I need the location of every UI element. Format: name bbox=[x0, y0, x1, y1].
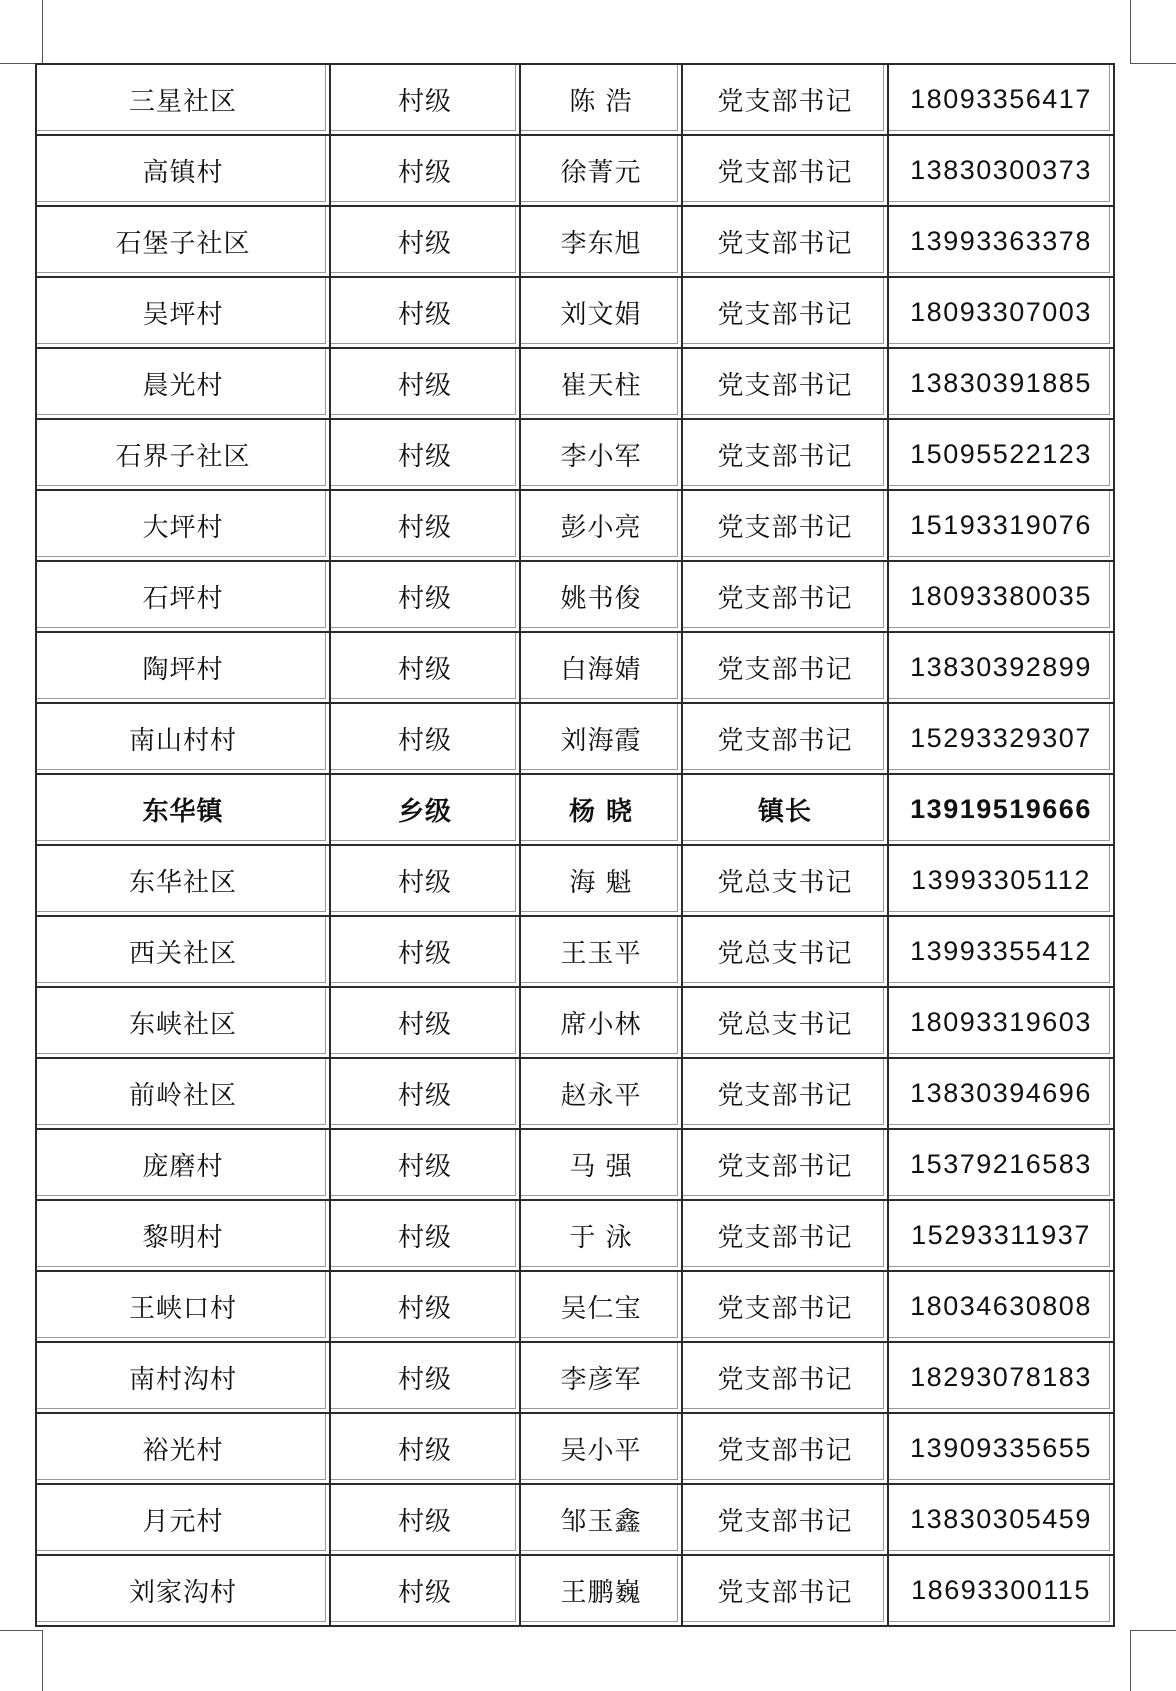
position-cell: 党支部书记 bbox=[683, 1485, 889, 1556]
position-cell: 党总支书记 bbox=[683, 988, 889, 1059]
person-name-cell: 刘文娟 bbox=[521, 278, 683, 349]
person-name-cell: 陈 浩 bbox=[521, 65, 683, 136]
person-name-cell: 马 强 bbox=[521, 1130, 683, 1201]
phone-cell: 18093307003 bbox=[889, 278, 1115, 349]
table-row bbox=[37, 633, 1115, 704]
position-cell: 镇长 bbox=[683, 775, 889, 846]
unit-cell: 石坪村 bbox=[37, 562, 331, 633]
level-cell: 村级 bbox=[331, 349, 521, 420]
table-row bbox=[37, 1556, 1115, 1627]
unit-cell: 刘家沟村 bbox=[37, 1556, 331, 1627]
phone-cell: 18093356417 bbox=[889, 65, 1115, 136]
unit-cell: 黎明村 bbox=[37, 1201, 331, 1272]
position-cell: 党支部书记 bbox=[683, 562, 889, 633]
phone-cell: 13909335655 bbox=[889, 1414, 1115, 1485]
unit-cell: 月元村 bbox=[37, 1485, 331, 1556]
unit-cell: 东峡社区 bbox=[37, 988, 331, 1059]
phone-cell: 13830305459 bbox=[889, 1485, 1115, 1556]
unit-cell: 东华镇 bbox=[37, 775, 331, 846]
person-name-cell: 于 泳 bbox=[521, 1201, 683, 1272]
unit-cell: 石堡子社区 bbox=[37, 207, 331, 278]
level-cell: 村级 bbox=[331, 917, 521, 988]
phone-cell: 18034630808 bbox=[889, 1272, 1115, 1343]
unit-cell: 三星社区 bbox=[37, 65, 331, 136]
table-row bbox=[37, 207, 1115, 278]
level-cell: 村级 bbox=[331, 704, 521, 775]
table-row bbox=[37, 1343, 1115, 1414]
unit-cell: 陶坪村 bbox=[37, 633, 331, 704]
phone-cell: 15379216583 bbox=[889, 1130, 1115, 1201]
position-cell: 党支部书记 bbox=[683, 633, 889, 704]
crop-mark-bottom-right bbox=[1130, 1630, 1176, 1691]
unit-cell: 吴坪村 bbox=[37, 278, 331, 349]
person-name-cell: 王鹏巍 bbox=[521, 1556, 683, 1627]
level-cell: 村级 bbox=[331, 1201, 521, 1272]
position-cell: 党支部书记 bbox=[683, 704, 889, 775]
position-cell: 党支部书记 bbox=[683, 278, 889, 349]
table-row bbox=[37, 1130, 1115, 1201]
position-cell: 党支部书记 bbox=[683, 1556, 889, 1627]
table-row bbox=[37, 917, 1115, 988]
level-cell: 村级 bbox=[331, 65, 521, 136]
person-name-cell: 吴小平 bbox=[521, 1414, 683, 1485]
unit-cell: 西关社区 bbox=[37, 917, 331, 988]
level-cell: 村级 bbox=[331, 1130, 521, 1201]
crop-mark-top-left bbox=[0, 0, 43, 64]
level-cell: 村级 bbox=[331, 1485, 521, 1556]
level-cell: 村级 bbox=[331, 562, 521, 633]
position-cell: 党支部书记 bbox=[683, 349, 889, 420]
phone-cell: 18693300115 bbox=[889, 1556, 1115, 1627]
unit-cell: 南山村村 bbox=[37, 704, 331, 775]
person-name-cell: 海 魁 bbox=[521, 846, 683, 917]
person-name-cell: 彭小亮 bbox=[521, 491, 683, 562]
phone-cell: 18093319603 bbox=[889, 988, 1115, 1059]
phone-cell: 15293311937 bbox=[889, 1201, 1115, 1272]
position-cell: 党支部书记 bbox=[683, 491, 889, 562]
position-cell: 党支部书记 bbox=[683, 1201, 889, 1272]
unit-cell: 东华社区 bbox=[37, 846, 331, 917]
level-cell: 村级 bbox=[331, 136, 521, 207]
crop-mark-top-right bbox=[1130, 0, 1176, 64]
phone-cell: 18293078183 bbox=[889, 1343, 1115, 1414]
person-name-cell: 白海婧 bbox=[521, 633, 683, 704]
phone-cell: 13830392899 bbox=[889, 633, 1115, 704]
position-cell: 党支部书记 bbox=[683, 65, 889, 136]
position-cell: 党支部书记 bbox=[683, 207, 889, 278]
person-name-cell: 杨 晓 bbox=[521, 775, 683, 846]
position-cell: 党支部书记 bbox=[683, 1059, 889, 1130]
person-name-cell: 王玉平 bbox=[521, 917, 683, 988]
phone-cell: 13919519666 bbox=[889, 775, 1115, 846]
unit-cell: 前岭社区 bbox=[37, 1059, 331, 1130]
level-cell: 村级 bbox=[331, 1059, 521, 1130]
position-cell: 党支部书记 bbox=[683, 1343, 889, 1414]
unit-cell: 晨光村 bbox=[37, 349, 331, 420]
level-cell: 村级 bbox=[331, 207, 521, 278]
level-cell: 村级 bbox=[331, 1343, 521, 1414]
phone-cell: 18093380035 bbox=[889, 562, 1115, 633]
table-row bbox=[37, 988, 1115, 1059]
table-row bbox=[37, 1201, 1115, 1272]
unit-cell: 庞磨村 bbox=[37, 1130, 331, 1201]
table-row bbox=[37, 1059, 1115, 1130]
position-cell: 党支部书记 bbox=[683, 1272, 889, 1343]
unit-cell: 南村沟村 bbox=[37, 1343, 331, 1414]
phone-cell: 13830394696 bbox=[889, 1059, 1115, 1130]
level-cell: 村级 bbox=[331, 491, 521, 562]
phone-cell: 13993363378 bbox=[889, 207, 1115, 278]
contact-table-body bbox=[37, 65, 1115, 1627]
position-cell: 党总支书记 bbox=[683, 917, 889, 988]
table-row bbox=[37, 562, 1115, 633]
position-cell: 党支部书记 bbox=[683, 1130, 889, 1201]
person-name-cell: 吴仁宝 bbox=[521, 1272, 683, 1343]
table-row bbox=[37, 1272, 1115, 1343]
table-row bbox=[37, 1414, 1115, 1485]
person-name-cell: 赵永平 bbox=[521, 1059, 683, 1130]
person-name-cell: 席小林 bbox=[521, 988, 683, 1059]
unit-cell: 石界子社区 bbox=[37, 420, 331, 491]
level-cell: 村级 bbox=[331, 278, 521, 349]
table-row bbox=[37, 704, 1115, 775]
unit-cell: 大坪村 bbox=[37, 491, 331, 562]
position-cell: 党总支书记 bbox=[683, 846, 889, 917]
phone-cell: 15193319076 bbox=[889, 491, 1115, 562]
phone-cell: 13830391885 bbox=[889, 349, 1115, 420]
unit-cell: 裕光村 bbox=[37, 1414, 331, 1485]
level-cell: 村级 bbox=[331, 633, 521, 704]
level-cell: 村级 bbox=[331, 420, 521, 491]
table-row bbox=[37, 491, 1115, 562]
table-row bbox=[37, 775, 1115, 846]
phone-cell: 15293329307 bbox=[889, 704, 1115, 775]
phone-cell: 13993305112 bbox=[889, 846, 1115, 917]
person-name-cell: 崔天柱 bbox=[521, 349, 683, 420]
position-cell: 党支部书记 bbox=[683, 420, 889, 491]
level-cell: 村级 bbox=[331, 1556, 521, 1627]
person-name-cell: 李彦军 bbox=[521, 1343, 683, 1414]
table-row bbox=[37, 1485, 1115, 1556]
person-name-cell: 李东旭 bbox=[521, 207, 683, 278]
crop-mark-bottom-left bbox=[0, 1630, 43, 1691]
contact-table bbox=[35, 63, 1115, 1627]
table-row bbox=[37, 278, 1115, 349]
phone-cell: 13993355412 bbox=[889, 917, 1115, 988]
position-cell: 党支部书记 bbox=[683, 136, 889, 207]
table-row bbox=[37, 136, 1115, 207]
level-cell: 乡级 bbox=[331, 775, 521, 846]
person-name-cell: 徐菁元 bbox=[521, 136, 683, 207]
level-cell: 村级 bbox=[331, 988, 521, 1059]
table-row bbox=[37, 65, 1115, 136]
table-row bbox=[37, 846, 1115, 917]
level-cell: 村级 bbox=[331, 1414, 521, 1485]
phone-cell: 13830300373 bbox=[889, 136, 1115, 207]
phone-cell: 15095522123 bbox=[889, 420, 1115, 491]
person-name-cell: 邹玉鑫 bbox=[521, 1485, 683, 1556]
level-cell: 村级 bbox=[331, 1272, 521, 1343]
person-name-cell: 李小军 bbox=[521, 420, 683, 491]
unit-cell: 高镇村 bbox=[37, 136, 331, 207]
position-cell: 党支部书记 bbox=[683, 1414, 889, 1485]
table-row bbox=[37, 349, 1115, 420]
person-name-cell: 刘海霞 bbox=[521, 704, 683, 775]
person-name-cell: 姚书俊 bbox=[521, 562, 683, 633]
table-row bbox=[37, 420, 1115, 491]
level-cell: 村级 bbox=[331, 846, 521, 917]
unit-cell: 王峡口村 bbox=[37, 1272, 331, 1343]
